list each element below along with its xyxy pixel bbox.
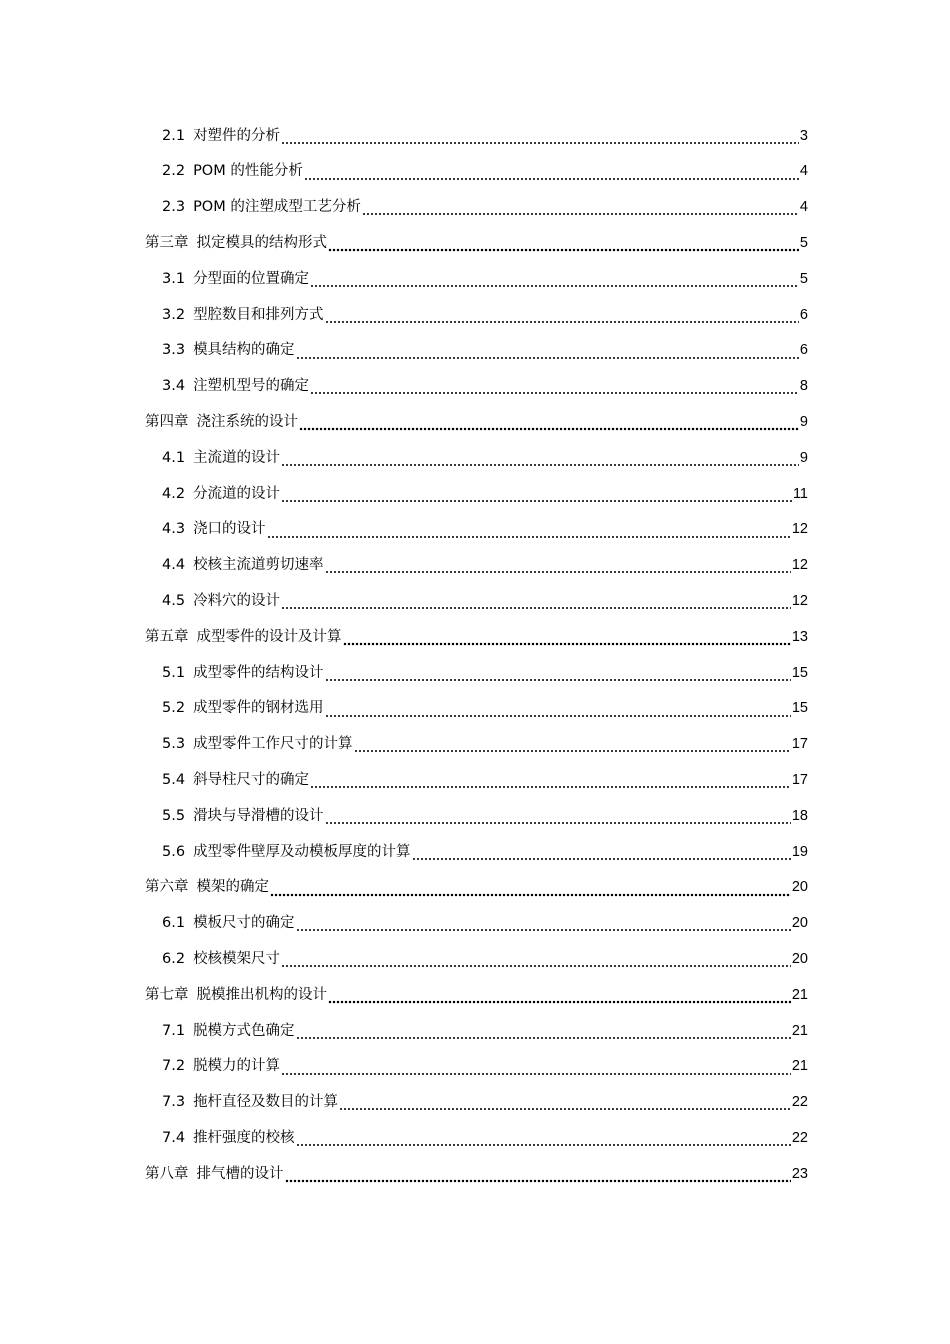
toc-entry-text: 校核主流道剪切速率 [193,557,324,574]
toc-entry-text: 脱模方式色确定 [193,1022,295,1039]
toc-entry-text: 拖杆直径及数目的计算 [193,1094,339,1111]
toc-entry-text: 浇注系统的设计 [196,414,298,431]
toc-entry-page-number: 17 [791,771,808,788]
toc-entry-text: 脱模力的计算 [193,1058,281,1075]
toc-section-entry[interactable] [145,834,808,870]
toc-section-entry[interactable] [145,906,808,942]
toc-entry-number: 5.2 [162,700,186,717]
dot-leader [267,525,791,539]
toc-entry-page-number: 18 [791,807,808,824]
toc-entry-page-number: 8 [799,378,808,395]
toc-entry-text: 浇口的设计 [193,521,266,538]
toc-section-entry[interactable] [145,512,808,548]
dot-leader [296,346,799,360]
toc-entry-title [162,522,266,537]
toc-entry-number: 第四章 [145,414,189,431]
toc-entry-text: 成型零件工作尺寸的计算 [193,736,353,753]
toc-entry-number: 6.2 [162,950,186,967]
dot-leader [281,596,791,610]
toc-section-entry[interactable] [145,691,808,727]
toc-entry-text: 冷料穴的设计 [193,593,281,609]
toc-entry-number: 4.4 [162,557,186,574]
toc-entry-title [145,880,269,895]
toc-entry-page-number: 23 [791,1165,808,1182]
toc-section-entry[interactable] [145,440,808,476]
toc-entry-title [162,1095,338,1110]
toc-entry-page-number: 9 [799,414,808,431]
toc-entry-title [162,845,411,860]
dot-leader [270,883,791,897]
toc-entry-number: 第六章 [145,879,189,896]
dot-leader [304,167,799,181]
toc-entry-text: 注塑机型号的确定 [193,378,310,395]
dot-leader [285,1169,791,1183]
dot-leader [328,990,791,1004]
toc-entry-page-number: 5 [799,270,808,287]
toc-entry-number: 5.3 [162,736,186,753]
toc-entry-title [162,594,280,609]
toc-entry-title [145,415,298,430]
toc-entry-title [162,1131,295,1146]
toc-entry-title [162,701,324,716]
toc-section-entry[interactable] [145,727,808,763]
toc-entry-number: 6.1 [162,915,186,932]
toc-section-entry[interactable] [145,261,808,297]
toc-entry-title [162,200,361,215]
toc-entry-title [162,666,324,681]
toc-entry-text: 模具结构的确定 [193,342,295,359]
toc-entry-number: 5.4 [162,771,186,788]
toc-entry-title [162,129,280,144]
toc-entry-title [145,1167,284,1182]
toc-entry-title [145,630,342,645]
toc-entry-number: 第五章 [145,628,189,645]
toc-entry-page-number: 4 [799,199,808,216]
toc-entry-page-number: 20 [791,950,808,967]
toc-entry-number: 3.4 [162,378,186,395]
dot-leader [325,668,791,682]
toc-entry-page-number: 15 [791,700,808,717]
toc-section-entry[interactable] [145,154,808,190]
toc-entry-page-number: 12 [791,557,808,574]
toc-entry-text: 模板尺寸的确定 [193,915,295,932]
toc-entry-text: 排气槽的设计 [196,1165,284,1182]
toc-entry-text: 模架的确定 [196,879,269,896]
toc-section-entry[interactable] [145,476,808,512]
toc-entry-number: 3.3 [162,342,186,359]
toc-entry-number: 3.1 [162,270,186,287]
toc-section-entry[interactable] [145,762,808,798]
toc-entry-page-number: 17 [791,736,808,753]
toc-entry-page-number: 13 [791,628,808,645]
toc-section-entry[interactable] [145,369,808,405]
toc-entry-page-number: 5 [799,235,808,252]
toc-entry-page-number: 22 [791,1129,808,1146]
dot-leader [299,417,799,431]
dot-leader [325,704,791,718]
toc-entry-number: 5.5 [162,807,186,824]
toc-entry-number: 5.1 [162,664,186,681]
toc-chapter-entry[interactable] [145,977,808,1013]
toc-entry-title [162,773,309,788]
toc-entry-page-number: 20 [791,915,808,932]
toc-entry-page-number: 12 [791,593,808,609]
toc-entry-page-number: 15 [791,664,808,681]
toc-chapter-entry[interactable] [145,870,808,906]
dot-leader [339,1097,791,1111]
toc-entry-title [162,916,295,931]
toc-entry-text: 分流道的设计 [193,485,281,502]
toc-entry-page-number: 6 [799,306,808,323]
dot-leader [328,238,799,252]
toc-entry-title [162,558,324,573]
toc-entry-text: 成型零件的钢材选用 [193,700,324,717]
toc-section-entry[interactable] [145,1120,808,1156]
toc-entry-number: 第三章 [145,235,189,252]
dot-leader [325,560,791,574]
toc-entry-title [162,737,353,752]
toc-entry-title [162,952,280,967]
dot-leader [296,918,791,932]
toc-entry-text: POM 的性能分析 [193,163,303,180]
toc-entry-page-number: 22 [791,1094,808,1111]
toc-entry-title [162,272,309,287]
toc-entry-number: 5.6 [162,843,186,860]
dot-leader [343,632,791,646]
toc-entry-title [145,988,327,1003]
dot-leader [281,1062,791,1076]
toc-entry-page-number: 21 [791,1022,808,1039]
toc-entry-number: 7.1 [162,1022,186,1039]
toc-section-entry[interactable] [145,118,808,154]
toc-section-entry[interactable] [145,1049,808,1085]
toc-entry-title [162,343,295,358]
toc-entry-number: 2.1 [162,127,186,144]
toc-entry-number: 7.2 [162,1058,186,1075]
toc-entry-number: 第七章 [145,986,189,1003]
toc-entry-text: 斜导柱尺寸的确定 [193,771,310,788]
dot-leader [281,453,799,467]
toc-entry-title [162,487,280,502]
toc-entry-text: 型腔数目和排列方式 [193,306,324,323]
table-of-contents [145,118,808,1192]
toc-section-entry[interactable] [145,333,808,369]
toc-entry-text: POM 的注塑成型工艺分析 [193,199,361,216]
dot-leader [354,739,791,753]
toc-entry-page-number: 6 [799,342,808,359]
toc-entry-number: 第八章 [145,1165,189,1182]
toc-entry-page-number: 12 [791,521,808,538]
dot-leader [281,131,799,145]
toc-entry-text: 校核模架尺寸 [193,950,281,967]
toc-entry-title [162,1059,280,1074]
toc-entry-text: 分型面的位置确定 [193,270,310,287]
toc-section-entry[interactable] [145,941,808,977]
toc-entry-number: 3.2 [162,306,186,323]
toc-entry-text: 脱模推出机构的设计 [196,986,327,1003]
toc-entry-number: 4.1 [162,449,186,466]
toc-entry-text: 滑块与导滑槽的设计 [193,807,324,824]
toc-entry-text: 成型零件壁厚及动模板厚度的计算 [193,843,411,860]
toc-entry-page-number: 11 [792,485,808,502]
dot-leader [362,202,799,216]
toc-entry-text: 成型零件的设计及计算 [196,628,342,645]
toc-chapter-entry[interactable] [145,619,808,655]
toc-entry-page-number: 3 [799,127,808,144]
dot-leader [296,1133,791,1147]
toc-chapter-entry[interactable] [145,225,808,261]
toc-chapter-entry[interactable] [145,404,808,440]
dot-leader [310,381,799,395]
dot-leader [310,274,799,288]
toc-entry-number: 4.2 [162,485,186,502]
dot-leader [281,954,791,968]
toc-entry-title [162,1024,295,1039]
toc-entry-number: 7.3 [162,1094,186,1111]
toc-section-entry[interactable] [145,655,808,691]
toc-section-entry[interactable] [145,297,808,333]
toc-entry-page-number: 9 [799,449,808,466]
dot-leader [296,1026,791,1040]
toc-entry-number: 2.3 [162,199,186,216]
toc-entry-text: 主流道的设计 [193,449,281,466]
toc-entry-text: 拟定模具的结构形式 [196,235,327,252]
toc-chapter-entry[interactable] [145,1156,808,1192]
dot-leader [310,775,791,789]
toc-entry-title [145,236,327,251]
toc-entry-page-number: 4 [799,163,808,180]
toc-entry-page-number: 20 [791,879,808,896]
toc-section-entry[interactable] [145,583,808,619]
toc-entry-text: 成型零件的结构设计 [193,664,324,681]
toc-section-entry[interactable] [145,190,808,226]
toc-entry-title [162,308,324,323]
toc-entry-title [162,451,280,466]
toc-entry-title [162,809,324,824]
toc-entry-number: 2.2 [162,163,186,180]
toc-entry-title [162,379,309,394]
toc-entry-number: 7.4 [162,1129,186,1146]
dot-leader [325,811,791,825]
toc-entry-number: 4.3 [162,521,186,538]
dot-leader [325,310,799,324]
dot-leader [281,489,792,503]
toc-entry-text: 对塑件的分析 [193,127,281,144]
toc-section-entry[interactable] [145,548,808,584]
toc-entry-page-number: 21 [791,986,808,1003]
toc-section-entry[interactable] [145,1085,808,1121]
toc-entry-title [162,164,303,179]
toc-section-entry[interactable] [145,798,808,834]
toc-entry-text: 推杆强度的校核 [193,1129,295,1146]
dot-leader [412,847,791,861]
toc-entry-page-number: 21 [791,1058,808,1075]
toc-entry-page-number: 19 [791,843,808,860]
toc-section-entry[interactable] [145,1013,808,1049]
toc-entry-number: 4.5 [162,593,186,609]
